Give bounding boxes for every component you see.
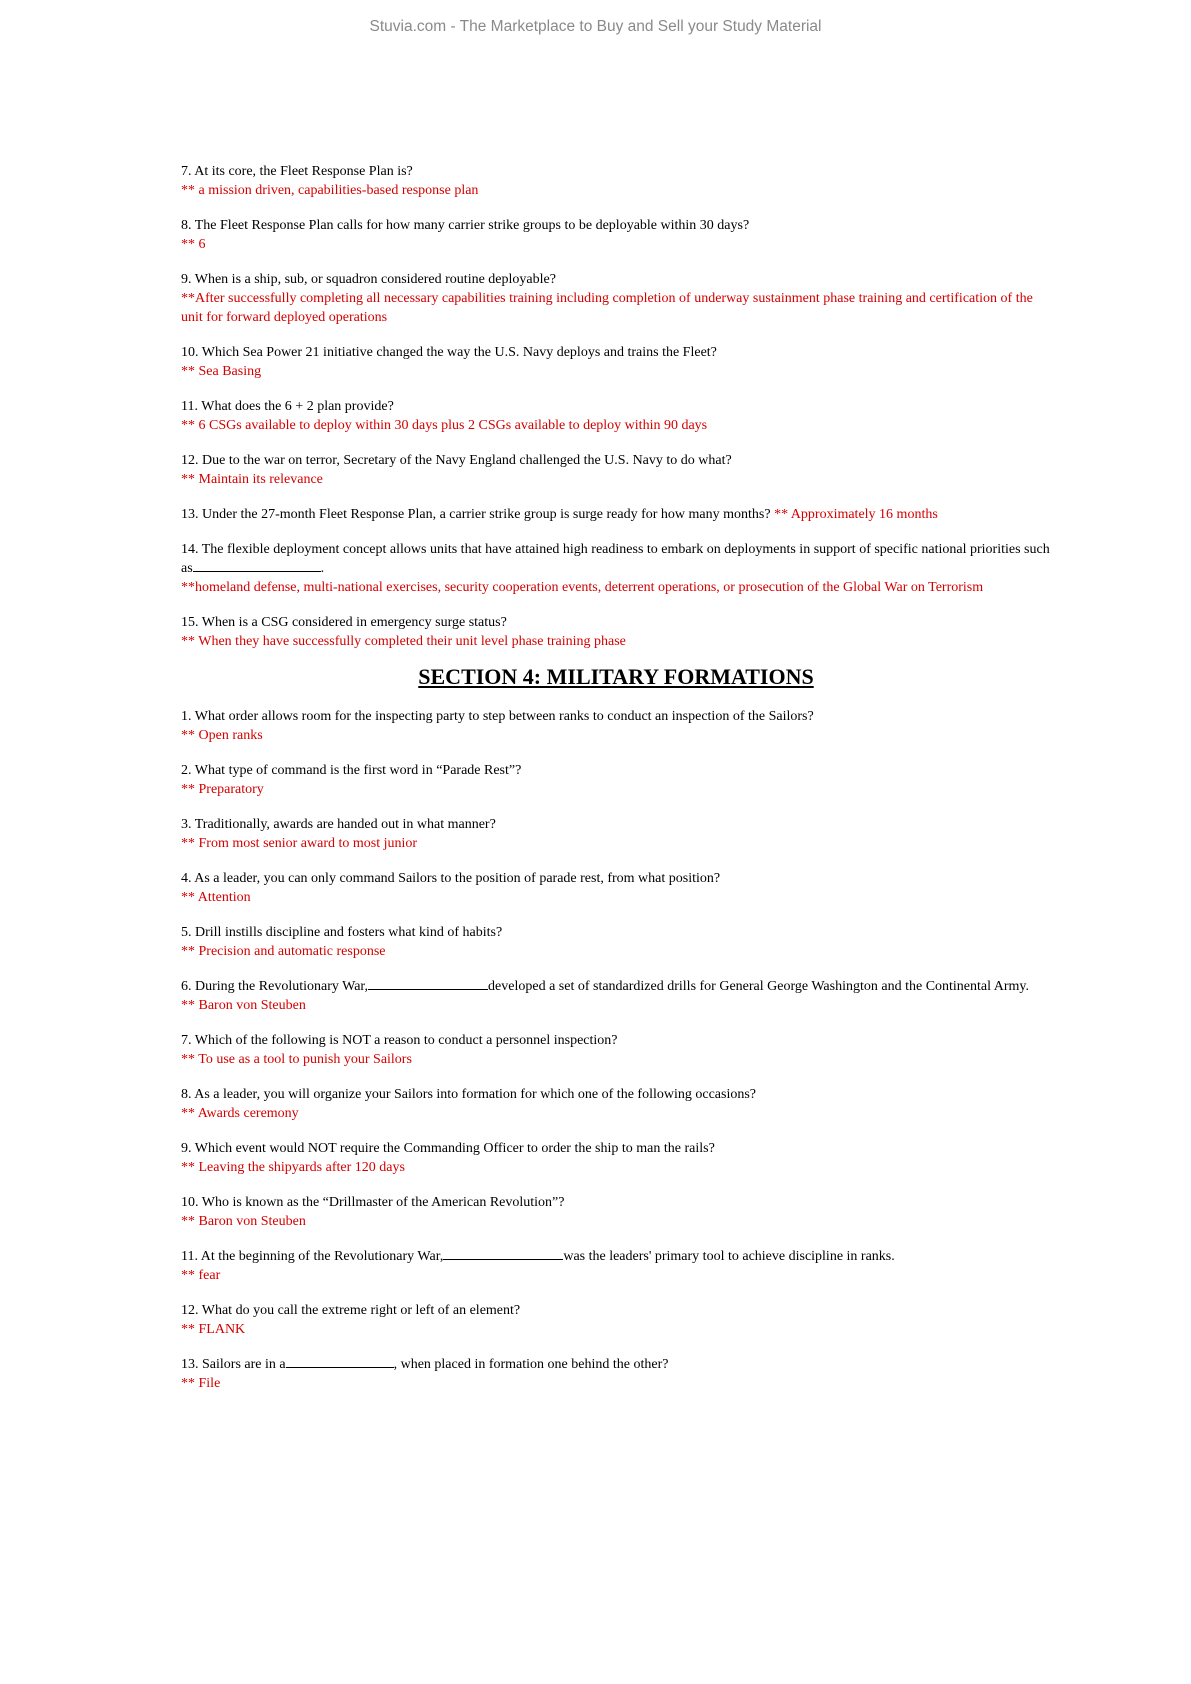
question: 10. Who is known as the “Drillmaster of the American Revolution”? [181, 1195, 565, 1210]
answer: ** Leaving the shipyards after 120 days [181, 1160, 405, 1175]
question: 5. Drill instills discipline and fosters what kind of habits? [181, 925, 503, 940]
qa-item [181, 397, 1051, 435]
question: 8. The Fleet Response Plan calls for how many carrier strike groups to be deployable within 30 days? [181, 218, 750, 233]
answer: ** Maintain its relevance [181, 472, 323, 487]
answer: **homeland defense, multi-national exercises, security cooperation events, deterrent operations, or prosecution of the Global War on Terrorism [181, 580, 984, 595]
answer: ** Baron von Steuben [181, 1214, 306, 1229]
question [181, 540, 1051, 578]
question: 9. When is a ship, sub, or squadron considered routine deployable? [181, 272, 556, 287]
question [181, 977, 1051, 996]
question: 2. What type of command is the first word in “Parade Rest”? [181, 763, 522, 778]
answer: ** Approximately 16 months [774, 507, 938, 522]
qa-item [181, 977, 1051, 1015]
question: 11. What does the 6 + 2 plan provide? [181, 399, 394, 414]
qa-item [181, 343, 1051, 381]
question-text-end: . [320, 561, 325, 576]
answer-blank [443, 1247, 563, 1260]
qa-item [181, 1247, 1051, 1285]
answer-blank [368, 977, 488, 990]
qa-item [181, 540, 1051, 597]
question: 15. When is a CSG considered in emergency surge status? [181, 615, 507, 630]
question [181, 1355, 1051, 1374]
answer: ** 6 [181, 237, 206, 252]
answer-blank [286, 1355, 394, 1368]
question-text-end: , when placed in formation one behind the other? [393, 1357, 669, 1372]
question: 12. Due to the war on terror, Secretary of the Navy England challenged the U.S. Navy to do what? [181, 453, 732, 468]
answer: ** To use as a tool to punish your Sailors [181, 1052, 412, 1067]
question-text-end: developed a set of standardized drills for General George Washington and the Continental Army. [488, 979, 1029, 994]
question-text: 6. During the Revolutionary War, [181, 979, 369, 994]
answer: ** 6 CSGs available to deploy within 30 days plus 2 CSGs available to deploy within 90 days [181, 418, 708, 433]
question: 13. Under the 27-month Fleet Response Plan, a carrier strike group is surge ready for how many months? [181, 507, 771, 522]
question: 9. Which event would NOT require the Commanding Officer to order the ship to man the rails? [181, 1141, 715, 1156]
question: 8. As a leader, you will organize your Sailors into formation for which one of the following occasions? [181, 1087, 756, 1102]
section-title: SECTION 4: MILITARY FORMATIONS [418, 664, 814, 689]
qa-item [181, 1031, 1051, 1069]
qa-item [181, 923, 1051, 961]
question-text: 14. The flexible deployment concept allows units that have attained high readiness to embark on deployments in support of specific national priorities such as [181, 542, 1050, 576]
answer: ** Awards ceremony [181, 1106, 299, 1121]
question-text-end: was the leaders' primary tool to achieve discipline in ranks. [563, 1249, 895, 1264]
qa-item [181, 451, 1051, 489]
answer: ** Attention [181, 890, 251, 905]
site-header: Stuvia.com - The Marketplace to Buy and Sell your Study Material [369, 18, 822, 35]
document-body [181, 162, 1051, 1409]
question-with-inline-answer [181, 505, 1051, 524]
answer: ** Precision and automatic response [181, 944, 386, 959]
question: 1. What order allows room for the inspecting party to step between ranks to conduct an inspection of the Sailors? [181, 709, 814, 724]
qa-item [181, 1139, 1051, 1177]
question: 3. Traditionally, awards are handed out in what manner? [181, 817, 496, 832]
qa-item [181, 761, 1051, 799]
answer: **After successfully completing all necessary capabilities training including completion of underway sustainment phase training and certification of the unit for forward deployed operations [181, 291, 1033, 325]
answer: ** a mission driven, capabilities-based response plan [181, 183, 479, 198]
answer: ** Sea Basing [181, 364, 262, 379]
answer: ** When they have successfully completed their unit level phase training phase [181, 634, 626, 649]
question-text: 11. At the beginning of the Revolutionary War, [181, 1249, 444, 1264]
question: 7. At its core, the Fleet Response Plan is? [181, 164, 413, 179]
question: 12. What do you call the extreme right or left of an element? [181, 1303, 521, 1318]
answer: ** File [181, 1376, 221, 1391]
qa-item [181, 707, 1051, 745]
answer: ** fear [181, 1268, 221, 1283]
question: 10. Which Sea Power 21 initiative changed the way the U.S. Navy deploys and trains the Fleet? [181, 345, 717, 360]
qa-item [181, 815, 1051, 853]
qa-item [181, 1301, 1051, 1339]
answer: ** FLANK [181, 1322, 246, 1337]
question [181, 1247, 1051, 1266]
qa-item [181, 162, 1051, 200]
qa-item [181, 1193, 1051, 1231]
answer: ** From most senior award to most junior [181, 836, 418, 851]
answer: ** Preparatory [181, 782, 264, 797]
qa-item [181, 869, 1051, 907]
question: 7. Which of the following is NOT a reason to conduct a personnel inspection? [181, 1033, 618, 1048]
qa-item [181, 505, 1051, 524]
question-text: 13. Sailors are in a [181, 1357, 286, 1372]
qa-item [181, 613, 1051, 651]
answer: ** Open ranks [181, 728, 263, 743]
answer-blank [193, 559, 321, 572]
qa-item [181, 270, 1051, 327]
qa-item [181, 1085, 1051, 1123]
qa-item [181, 216, 1051, 254]
question: 4. As a leader, you can only command Sailors to the position of parade rest, from what position? [181, 871, 721, 886]
qa-item [181, 1355, 1051, 1393]
answer: ** Baron von Steuben [181, 998, 306, 1013]
